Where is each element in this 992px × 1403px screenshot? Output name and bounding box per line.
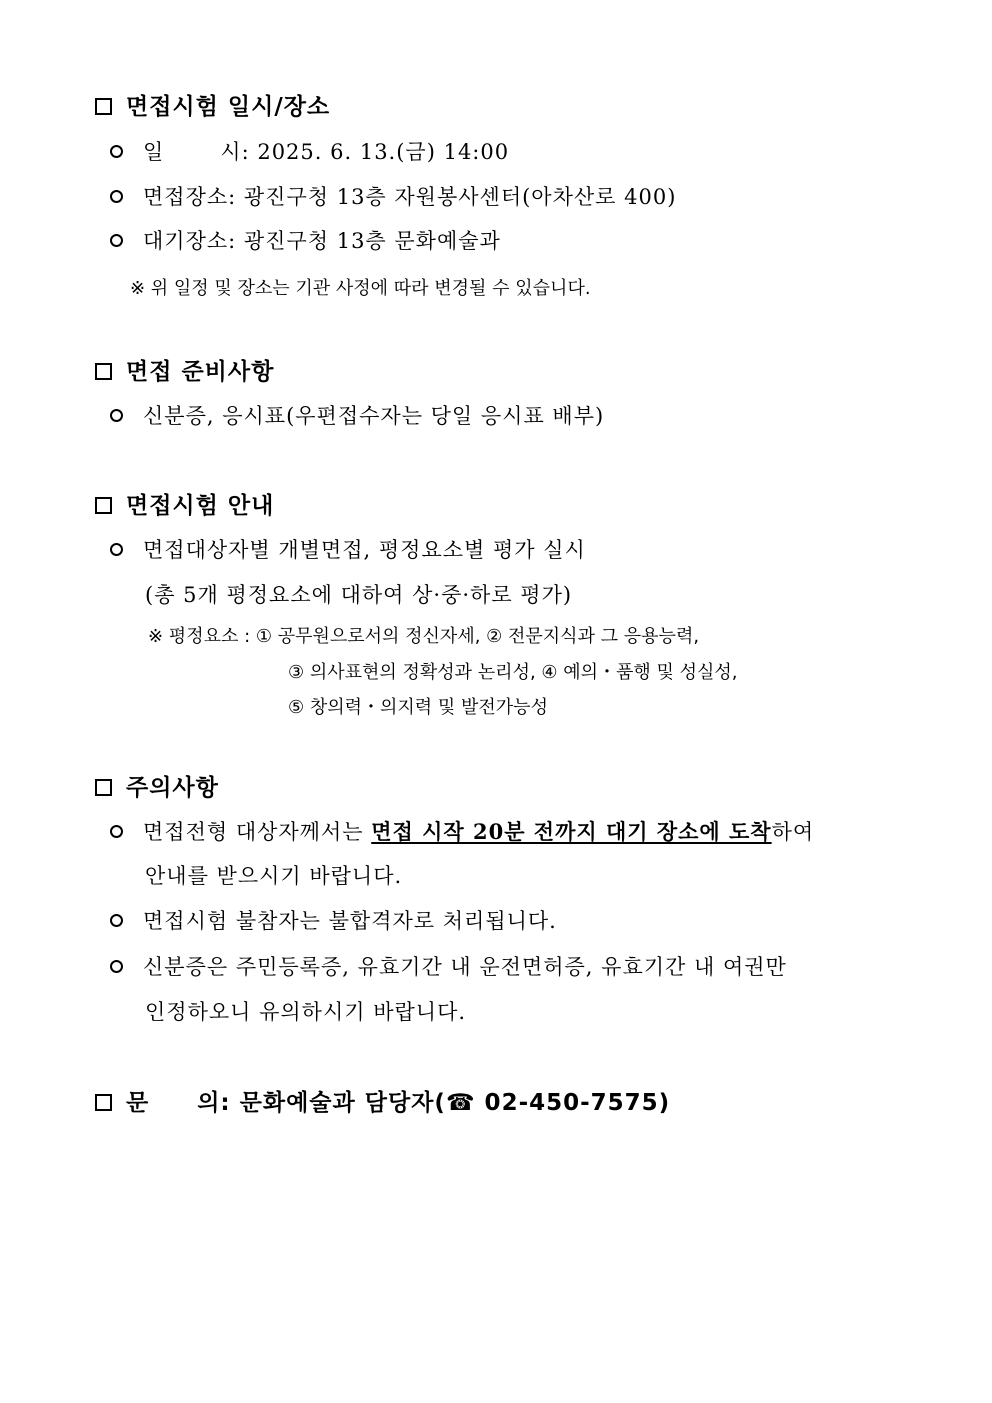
list-item-arrival: 면접전형 대상자께서는 면접 시작 20분 전까지 대기 장소에 도착하여: [110, 821, 814, 843]
list-item-valid-id: 신분증은 주민등록증, 유효기간 내 운전면허증, 유효기간 내 여권만: [110, 957, 787, 978]
section-heading-guide: 면접시험 안내: [95, 495, 274, 518]
bullet-circle-icon: [110, 543, 123, 556]
bullet-circle-icon: [110, 914, 123, 927]
bullet-circle-icon: [110, 234, 123, 247]
label-datetime-a: 일: [143, 140, 165, 164]
section-heading-cautions: 주의사항: [95, 777, 219, 800]
bullet-circle-icon: [110, 960, 123, 973]
bullet-circle-icon: [110, 825, 123, 838]
checkbox-square-icon: [95, 1094, 112, 1111]
section-heading-schedule: 면접시험 일시/장소: [95, 96, 330, 119]
note-evaluation-line2: ③ 의사표현의 정확성과 논리성, ④ 예의・품행 및 성실성,: [288, 662, 738, 683]
list-item-interview-method: 면접대상자별 개별면접, 평정요소별 평가 실시: [110, 540, 586, 561]
list-item-absence: 면접시험 불참자는 불합격자로 처리됩니다.: [110, 911, 557, 932]
emphasis-arrival-time: 면접 시작 20분 전까지 대기 장소에 도착: [371, 819, 772, 844]
bullet-circle-icon: [110, 409, 123, 422]
section-heading-preparation: 면접 준비사항: [95, 361, 274, 384]
note-schedule-change: ※ 위 일정 및 장소는 기관 사정에 따라 변경될 수 있습니다.: [130, 278, 591, 299]
list-item-arrival-cont: 안내를 받으시기 바랍니다.: [145, 864, 403, 888]
bullet-circle-icon: [110, 145, 123, 158]
list-item-interview-method-cont: (총 5개 평정요소에 대하여 상·중·하로 평가): [145, 583, 573, 607]
section-heading-contact: [95, 1092, 670, 1115]
list-item-datetime: [110, 142, 509, 163]
checkbox-square-icon: [95, 98, 112, 115]
list-item-venue: 면접장소: 광진구청 13층 자원봉사센터(아차산로 400): [110, 187, 676, 208]
contact-label-a: 문: [126, 1090, 150, 1116]
list-item-valid-id-cont: 인정하오니 유의하시기 바랍니다.: [145, 1000, 467, 1024]
bullet-circle-icon: [110, 190, 123, 203]
checkbox-square-icon: [95, 497, 112, 514]
contact-label-b: 의: 문화예술과 담당자(☎ 02-450-7575): [197, 1090, 671, 1116]
list-item-id-documents: 신분증, 응시표(우편접수자는 당일 응시표 배부): [110, 406, 604, 427]
checkbox-square-icon: [95, 363, 112, 380]
checkbox-square-icon: [95, 779, 112, 796]
label-datetime-b: 시: 2025. 6. 13.(금) 14:00: [220, 140, 510, 164]
note-evaluation-line3: ⑤ 창의력・의지력 및 발전가능성: [288, 697, 548, 718]
note-evaluation-line1: ※ 평정요소 : ① 공무원으로서의 정신자세, ② 전문지식과 그 응용능력,: [148, 626, 700, 647]
list-item-waiting-room: 대기장소: 광진구청 13층 문화예술과: [110, 231, 501, 252]
